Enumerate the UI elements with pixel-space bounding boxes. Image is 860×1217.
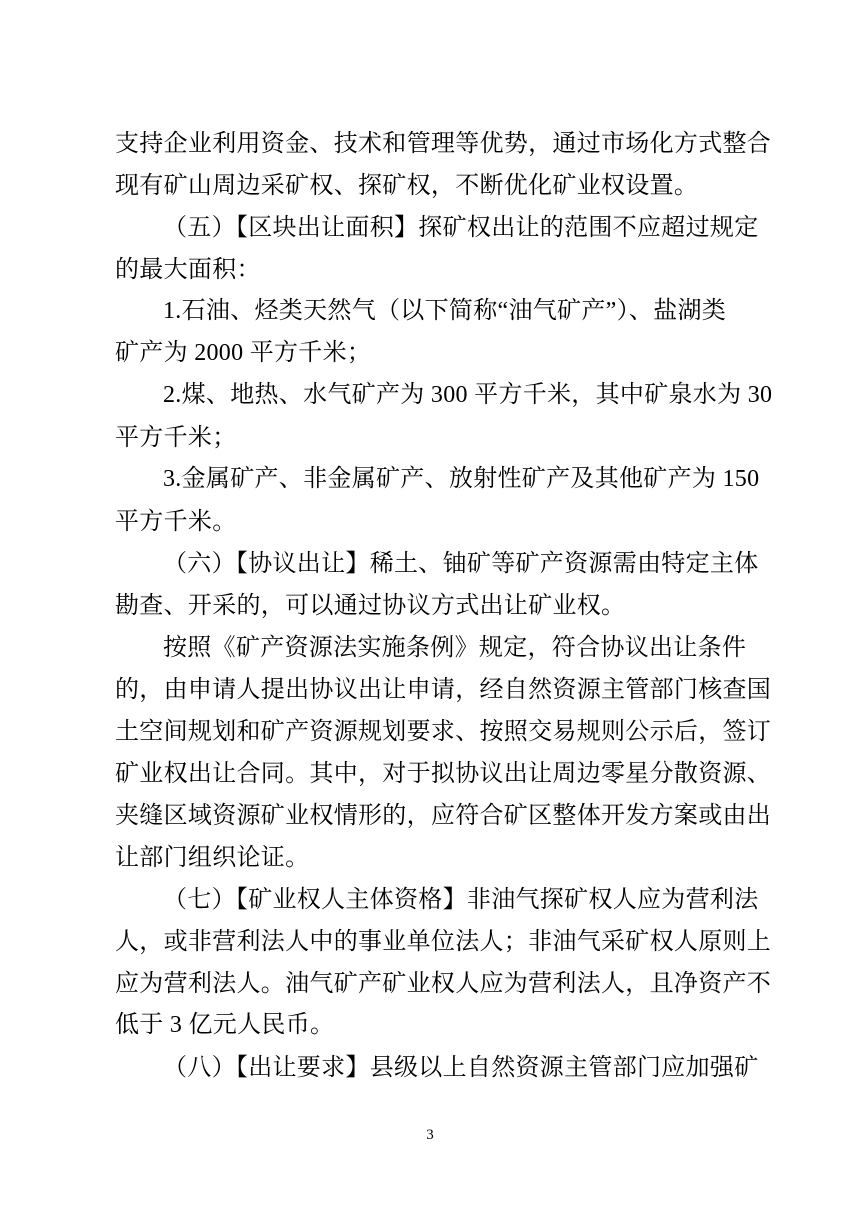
text-line: 矿业权出让合同。其中，对于拟协议出让周边零星分散资源、 [115, 759, 772, 787]
text-line: 的最大面积： [115, 255, 261, 283]
text-line: 低于 3 亿元人民币。 [115, 1012, 335, 1038]
list-item-line: 2.煤、地热、水气矿产为 300 平方千米，其中矿泉水为 30 [163, 382, 773, 408]
section-heading-line: （六）【协议出让】稀土、铀矿等矿产资源需由特定主体 [163, 549, 759, 577]
list-item-line: 1.石油、烃类天然气（以下简称“油气矿产”）、盐湖类 [163, 298, 727, 324]
text-line: 人，或非营利法人中的事业单位法人；非油气采矿权人原则上 [115, 927, 772, 955]
text-line: 勘查、开采的，可以通过协议方式出让矿业权。 [115, 591, 626, 619]
section-heading-line: （八）【出让要求】县级以上自然资源主管部门应加强矿 [163, 1053, 759, 1081]
page-number: 3 [426, 1127, 434, 1143]
section-heading-line: （七）【矿业权人主体资格】非油气探矿权人应为营利法 [163, 885, 759, 913]
text-line: 让部门组织论证。 [115, 843, 310, 871]
paragraph-first-line: 按照《矿产资源法实施条例》规定，符合协议出让条件 [163, 633, 747, 661]
text-line: 夹缝区域资源矿业权情形的，应符合矿区整体开发方案或由出 [115, 801, 772, 829]
text-line: 土空间规划和矿产资源规划要求、按照交易规则公示后，签订 [115, 717, 772, 745]
text-line: 应为营利法人。油气矿产矿业权人应为营利法人，且净资产不 [115, 969, 772, 997]
text-line: 平方千米； [115, 423, 237, 451]
section-heading-line: （五）【区块出让面积】探矿权出让的范围不应超过规定 [163, 213, 759, 241]
text-line: 的，由申请人提出协议出让申请，经自然资源主管部门核查国 [115, 675, 772, 703]
list-item-line: 3.金属矿产、非金属矿产、放射性矿产及其他矿产为 150 [163, 466, 760, 492]
text-line: 矿产为 2000 平方千米； [115, 340, 372, 366]
text-line: 支持企业利用资金、技术和管理等优势，通过市场化方式整合 [115, 129, 772, 157]
text-line: 现有矿山周边采矿权、探矿权，不断优化矿业权设置。 [115, 171, 699, 199]
text-line: 平方千米。 [115, 507, 237, 535]
